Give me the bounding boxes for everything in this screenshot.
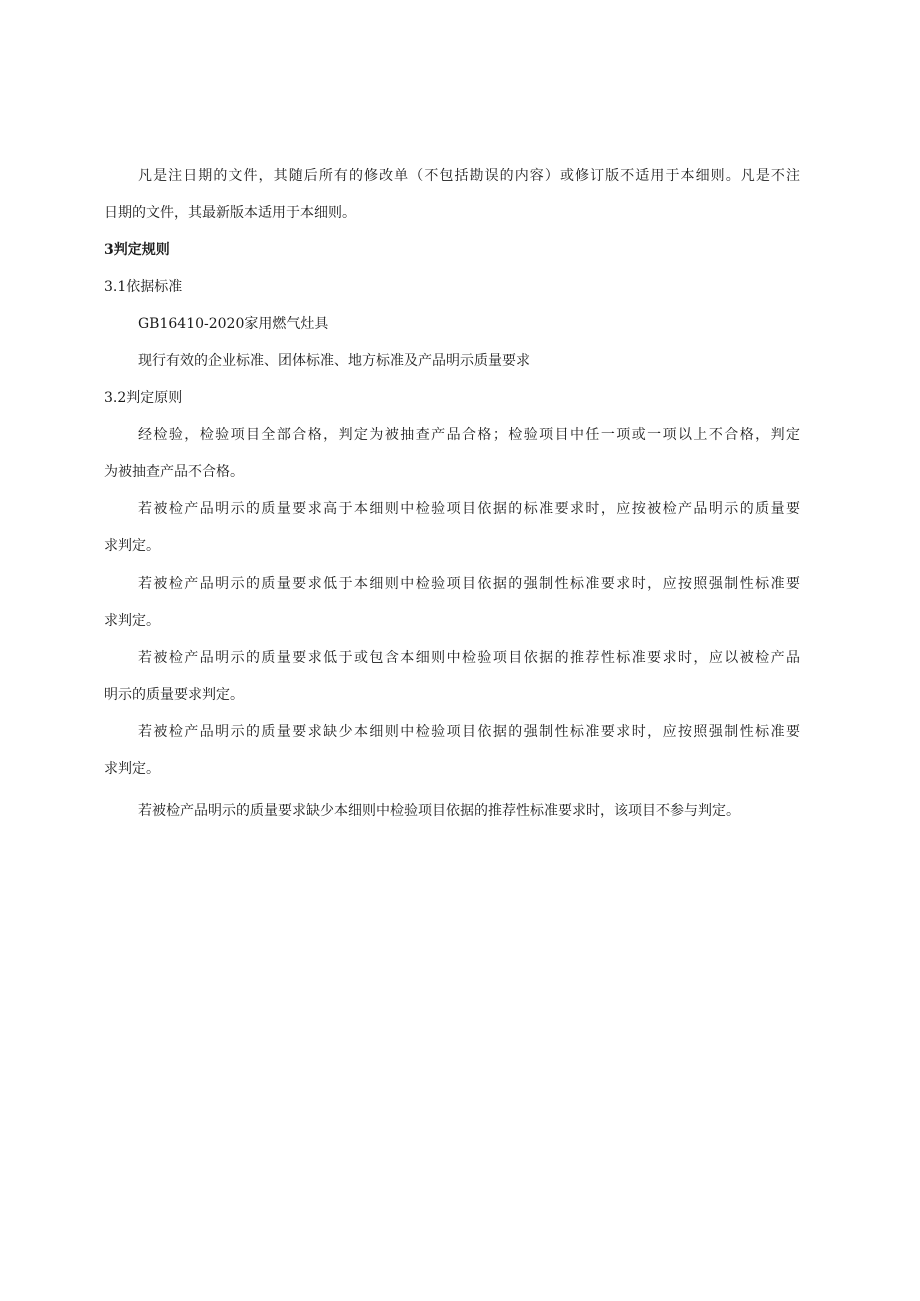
section-3-2-heading: 3.2判定原则 [104, 390, 183, 406]
principle-6-line-1: 若被检产品明示的质量要求缺少本细则中检验项目依据的推荐性标准要求时，该项目不参与判定。 [138, 803, 740, 819]
principle-2-line-1: 若被检产品明示的质量要求高于本细则中检验项目依据的标准要求时，应按被检产品明示的质量要 [138, 501, 800, 517]
standard-item-gb16410: GB16410-2020家用燃气灶具 [138, 316, 329, 332]
intro-line-1: 凡是注日期的文件，其随后所有的修改单（不包括勘误的内容）或修订版不适用于本细则。凡是不注 [138, 168, 800, 184]
section-3-1-heading: 3.1依据标准 [104, 279, 183, 295]
principle-3-line-1: 若被检产品明示的质量要求低于本细则中检验项目依据的强制性标准要求时，应按照强制性标准要 [138, 576, 800, 592]
intro-line-2: 日期的文件，其最新版本适用于本细则。 [104, 205, 356, 221]
principle-4-line-2: 明示的质量要求判定。 [104, 687, 244, 703]
section-3-heading: 3判定规则 [104, 242, 170, 258]
principle-1-line-1: 经检验，检验项目全部合格，判定为被抽查产品合格；检验项目中任一项或一项以上不合格，判定 [138, 427, 800, 443]
principle-4-line-1: 若被检产品明示的质量要求低于或包含本细则中检验项目依据的推荐性标准要求时，应以被检产品 [138, 650, 800, 666]
principle-2-line-2: 求判定。 [104, 538, 160, 554]
principle-5-line-2: 求判定。 [104, 761, 160, 777]
principle-1-line-2: 为被抽查产品不合格。 [104, 464, 244, 480]
principle-3-line-2: 求判定。 [104, 613, 160, 629]
principle-5-line-1: 若被检产品明示的质量要求缺少本细则中检验项目依据的强制性标准要求时，应按照强制性标准要 [138, 724, 800, 740]
standard-item-other: 现行有效的企业标准、团体标准、地方标准及产品明示质量要求 [138, 353, 530, 369]
